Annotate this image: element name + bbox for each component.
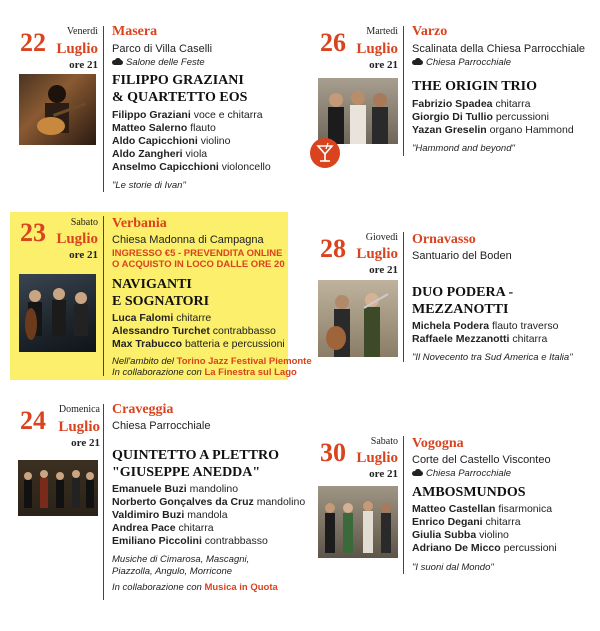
event-day: 22: [20, 28, 46, 57]
event-town: Vogogna: [412, 436, 464, 451]
event-weekday: Giovedì: [365, 232, 398, 243]
event-note: "Hammond and beyond": [412, 143, 515, 154]
event-town: Craveggia: [112, 402, 174, 417]
event-photo: [318, 486, 398, 558]
event-day: 28: [320, 234, 346, 263]
divider: [403, 436, 404, 574]
event-weekday: Domenica: [58, 404, 100, 415]
event-note: "Le storie di Ivan": [112, 180, 186, 191]
quartet-photo-icon: [318, 486, 398, 558]
musician-line: Aldo Capicchioni violino: [112, 135, 231, 147]
musician-line: Norberto Gonçalves da Cruz mandolino: [112, 496, 306, 508]
event-day: 26: [320, 28, 346, 57]
musician-line: Matteo Castellan fisarmonica: [412, 503, 553, 515]
event-title: THE ORIGIN TRIO: [412, 79, 537, 94]
musician-line: Max Trabucco batteria e percussioni: [112, 338, 285, 350]
event-month: Luglio: [56, 231, 98, 247]
guitarist-photo-icon: [19, 74, 96, 145]
music-note: Piazzolla, Angulo, Morricone: [112, 566, 233, 577]
context-note: Nell'ambito del Torino Jazz Festival Piemonte: [112, 356, 312, 367]
event-month: Luglio: [356, 450, 398, 466]
event-weekday: Sabato: [70, 217, 98, 228]
event-town: Ornavasso: [412, 232, 476, 247]
event-day: 23: [20, 218, 46, 247]
event-title: FILIPPO GRAZIANI & QUARTETTO EOS: [112, 73, 248, 105]
event-month: Luglio: [356, 246, 398, 262]
musician-line: Matteo Salerno flauto: [112, 122, 216, 134]
divider: [103, 216, 104, 376]
event-photo: [19, 274, 96, 352]
event-sub-venue: Salone delle Feste: [112, 57, 205, 68]
event-venue: Corte del Castello Visconteo: [412, 454, 551, 466]
divider: [103, 404, 104, 600]
musician-line: Raffaele Mezzanotti chitarra: [412, 333, 548, 345]
divider: [403, 232, 404, 362]
musician-line: Giorgio Di Tullio percussioni: [412, 111, 549, 123]
musician-line: Michela Podera flauto traverso: [412, 320, 559, 332]
rain-cloud-icon: [412, 469, 423, 477]
divider: [403, 26, 404, 156]
event-photo: [19, 74, 96, 145]
musician-line: Emanuele Buzi mandolino: [112, 483, 239, 495]
musician-line: Emiliano Piccolini contrabbasso: [112, 535, 268, 547]
event-town: Verbania: [112, 216, 167, 231]
presale-info: INGRESSO €5 - PREVENDITA ONLINE: [112, 248, 283, 259]
event-venue: Parco di Villa Caselli: [112, 43, 213, 55]
presale-info: O ACQUISTO IN LOCO DALLE ORE 20: [112, 259, 285, 270]
event-title: QUINTETTO A PLETTRO "GIUSEPPE ANEDDA": [112, 448, 280, 480]
event-time: ore 21: [71, 437, 100, 449]
musician-line: Valdimiro Buzi mandola: [112, 509, 228, 521]
event-photo: [318, 78, 398, 144]
event-town: Varzo: [412, 24, 448, 39]
collab-note: In collaborazione con Musica in Quota: [112, 582, 278, 593]
divider: [103, 26, 104, 192]
event-weekday: Venerdì: [66, 26, 98, 37]
event-time: ore 21: [69, 249, 98, 261]
event-venue: Scalinata della Chiesa Parrocchiale: [412, 43, 586, 55]
event-month: Luglio: [56, 41, 98, 57]
event-note: "I suoni dal Mondo": [412, 562, 494, 573]
musician-line: Giulia Subba violino: [412, 529, 509, 541]
event-title: AMBOSMUNDOS: [412, 485, 526, 500]
event-venue: Chiesa Madonna di Campagna: [112, 234, 264, 246]
musician-line: Anselmo Capicchioni violoncello: [112, 161, 271, 173]
rain-cloud-icon: [412, 58, 423, 66]
musician-line: Aldo Zangheri viola: [112, 148, 208, 160]
music-note: Musiche di Cimarosa, Mascagni,: [112, 554, 250, 565]
event-month: Luglio: [356, 41, 398, 57]
event-title: DUO PODERA - MEZZANOTTI: [412, 285, 514, 317]
quintet-photo-icon: [18, 460, 98, 516]
event-sub-venue: Chiesa Parrocchiale: [412, 468, 511, 479]
event-time: ore 21: [69, 59, 98, 71]
event-note: "Il Novecento tra Sud America e Italia": [412, 352, 573, 363]
musician-line: Yazan Greselin organo Hammond: [412, 124, 574, 136]
musician-line: Enrico Degani chitarra: [412, 516, 521, 528]
rain-cloud-icon: [112, 58, 123, 66]
musician-line: Filippo Graziani voce e chitarra: [112, 109, 263, 121]
collab-note: In collaborazione con La Finestra sul Lago: [112, 367, 297, 378]
event-day: 24: [20, 406, 46, 435]
event-weekday: Sabato: [370, 436, 398, 447]
musician-line: Luca Falomi chitarre: [112, 312, 212, 324]
event-photo: [318, 280, 398, 357]
musician-line: Fabrizio Spadea chitarra: [412, 98, 531, 110]
event-month: Luglio: [58, 419, 100, 435]
musician-line: Adriano De Micco percussioni: [412, 542, 557, 554]
event-day: 30: [320, 438, 346, 467]
musician-line: Alessandro Turchet contrabbasso: [112, 325, 276, 337]
event-venue: Santuario del Boden: [412, 250, 512, 262]
event-sub-venue: Chiesa Parrocchiale: [412, 57, 511, 68]
event-town: Masera: [112, 24, 158, 39]
event-weekday: Martedì: [366, 26, 398, 37]
event-title: NAVIGANTI E SOGNATORI: [112, 277, 210, 309]
event-time: ore 21: [369, 59, 398, 71]
event-venue: Chiesa Parrocchiale: [112, 420, 211, 432]
event-time: ore 21: [369, 468, 398, 480]
trio-photo-icon: [19, 274, 96, 352]
trio-photo-icon: [318, 78, 398, 144]
cocktail-icon: [310, 138, 340, 168]
duo-photo-icon: [318, 280, 398, 357]
event-photo: [18, 460, 98, 516]
event-time: ore 21: [369, 264, 398, 276]
musician-line: Andrea Pace chitarra: [112, 522, 214, 534]
